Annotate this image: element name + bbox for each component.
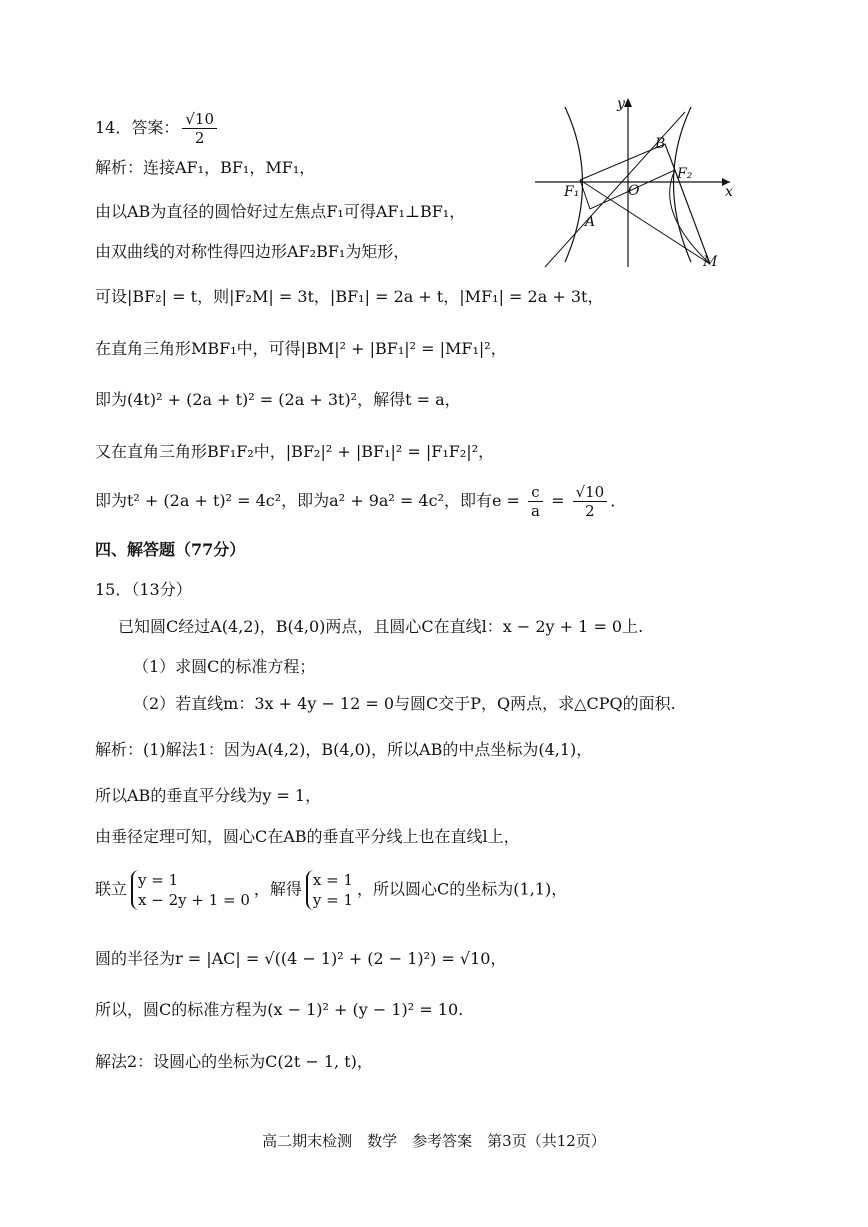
q14-line-6: 即为(4t)² + (2a + t)² = (2a + 3t)²，解得t = a， [95,390,461,409]
q15-part2: （2）若直线m：3x + 4y − 12 = 0与圆C交于P，Q两点，求△CPQ的面积. [133,694,676,713]
q15-sys1-eq2: x − 2y + 1 = 0 [138,891,250,909]
right-branch [674,107,692,262]
section4-heading: 四、解答题（77分） [95,540,246,559]
q14-final-line [95,483,626,520]
q14-line-1: 解析：连接AF₁，BF₁，MF₁， [95,158,316,177]
q14-frac-c-a [528,483,543,520]
q14-line-3: 由双曲线的对称性得四边形AF₂BF₁为矩形， [95,242,410,261]
q14-answer-fraction [182,110,217,147]
page-footer: 高二期末检测 数学 参考答案 第3页（共12页） [262,1132,606,1150]
q15-radius-line: 圆的半径为r = |AC| = √((4 − 1)² + (2 − 1)²) = √10， [95,949,507,968]
line-F1M [580,180,710,264]
label-F2: F₂ [677,166,693,182]
q15-sol-line-2: 所以AB的垂直平分线为y = 1， [95,786,322,805]
label-A: A [585,214,596,230]
q14-frac-result [573,483,608,520]
q15-system-2 [306,870,353,910]
q15-center-text: ，所以圆心C的坐标为(1,1)， [357,879,568,899]
arc-F2M [670,170,710,264]
q15-method2-line: 解法2：设圆心的坐标为C(2t − 1, t)， [95,1052,373,1071]
q14-answer-denominator: 2 [194,129,205,147]
q15-system-line [95,870,567,910]
q15-jiede: ，解得 [253,879,302,899]
label-y: y [617,96,625,112]
q15-title: 15．（13分） [95,580,192,599]
q14-final-prefix: 即为t² + (2a + t)² = 4c²，即为a² + 9a² = 4c²，即有e = [95,491,526,510]
q14-line-7: 又在直角三角形BF₁F₂中，|BF₂|² + |BF₁|² = |F₁F₂|²， [95,442,495,461]
hyperbola-figure [535,92,745,277]
q15-sol-line-3: 由垂径定理可知，圆心C在AB的垂直平分线上也在直线l上， [95,827,520,846]
label-B: B [655,136,666,152]
q15-sys2-eq1: x = 1 [312,871,354,889]
q14-line-5: 在直角三角形MBF₁中，可得|BM|² + |BF₁|² = |MF₁|²， [95,339,507,358]
q14-answer-line [95,110,220,147]
q14-line-4: 可设|BF₂| = t，则|F₂M| = 3t，|BF₁| = 2a + t，|MF₁| = 2a + 3t， [95,287,604,306]
q14-frac-result-num: √10 [573,483,608,502]
q14-answer-numerator: √10 [182,110,217,129]
q14-frac-a: a [531,502,540,520]
q15-sys1-eq1: y = 1 [138,871,179,889]
q15-stem: 已知圆C经过A(4,2)，B(4,0)两点，且圆心C在直线l：x − 2y + 1 = 0上. [118,617,644,636]
q15-lianli: 联立 [95,879,128,899]
q15-equation-line: 所以，圆C的标准方程为(x − 1)² + (y − 1)² = 10. [95,1000,464,1019]
q15-system-1 [131,870,250,910]
q14-frac-result-den: 2 [585,502,595,520]
line-F2M [675,170,710,264]
q14-final-end: ． [610,491,627,510]
label-x: x [725,184,733,200]
q14-answer-label: 14．答案： [95,118,180,137]
y-axis-arrow [624,98,632,107]
q14-line-2: 由以AB为直径的圆恰好过左焦点F₁可得AF₁⊥BF₁， [95,202,466,221]
label-F1: F₁ [564,184,580,200]
q15-sol-line-1: 解析：(1)解法1：因为A(4,2)，B(4,0)，所以AB的中点坐标为(4,1)， [95,740,593,759]
label-M: M [703,254,718,270]
label-O: O [628,183,640,199]
q14-final-eq: = [545,491,570,510]
q15-part1: （1）求圆C的标准方程； [133,657,316,676]
q15-sys2-eq2: y = 1 [312,891,354,909]
q14-frac-c: c [528,483,543,502]
